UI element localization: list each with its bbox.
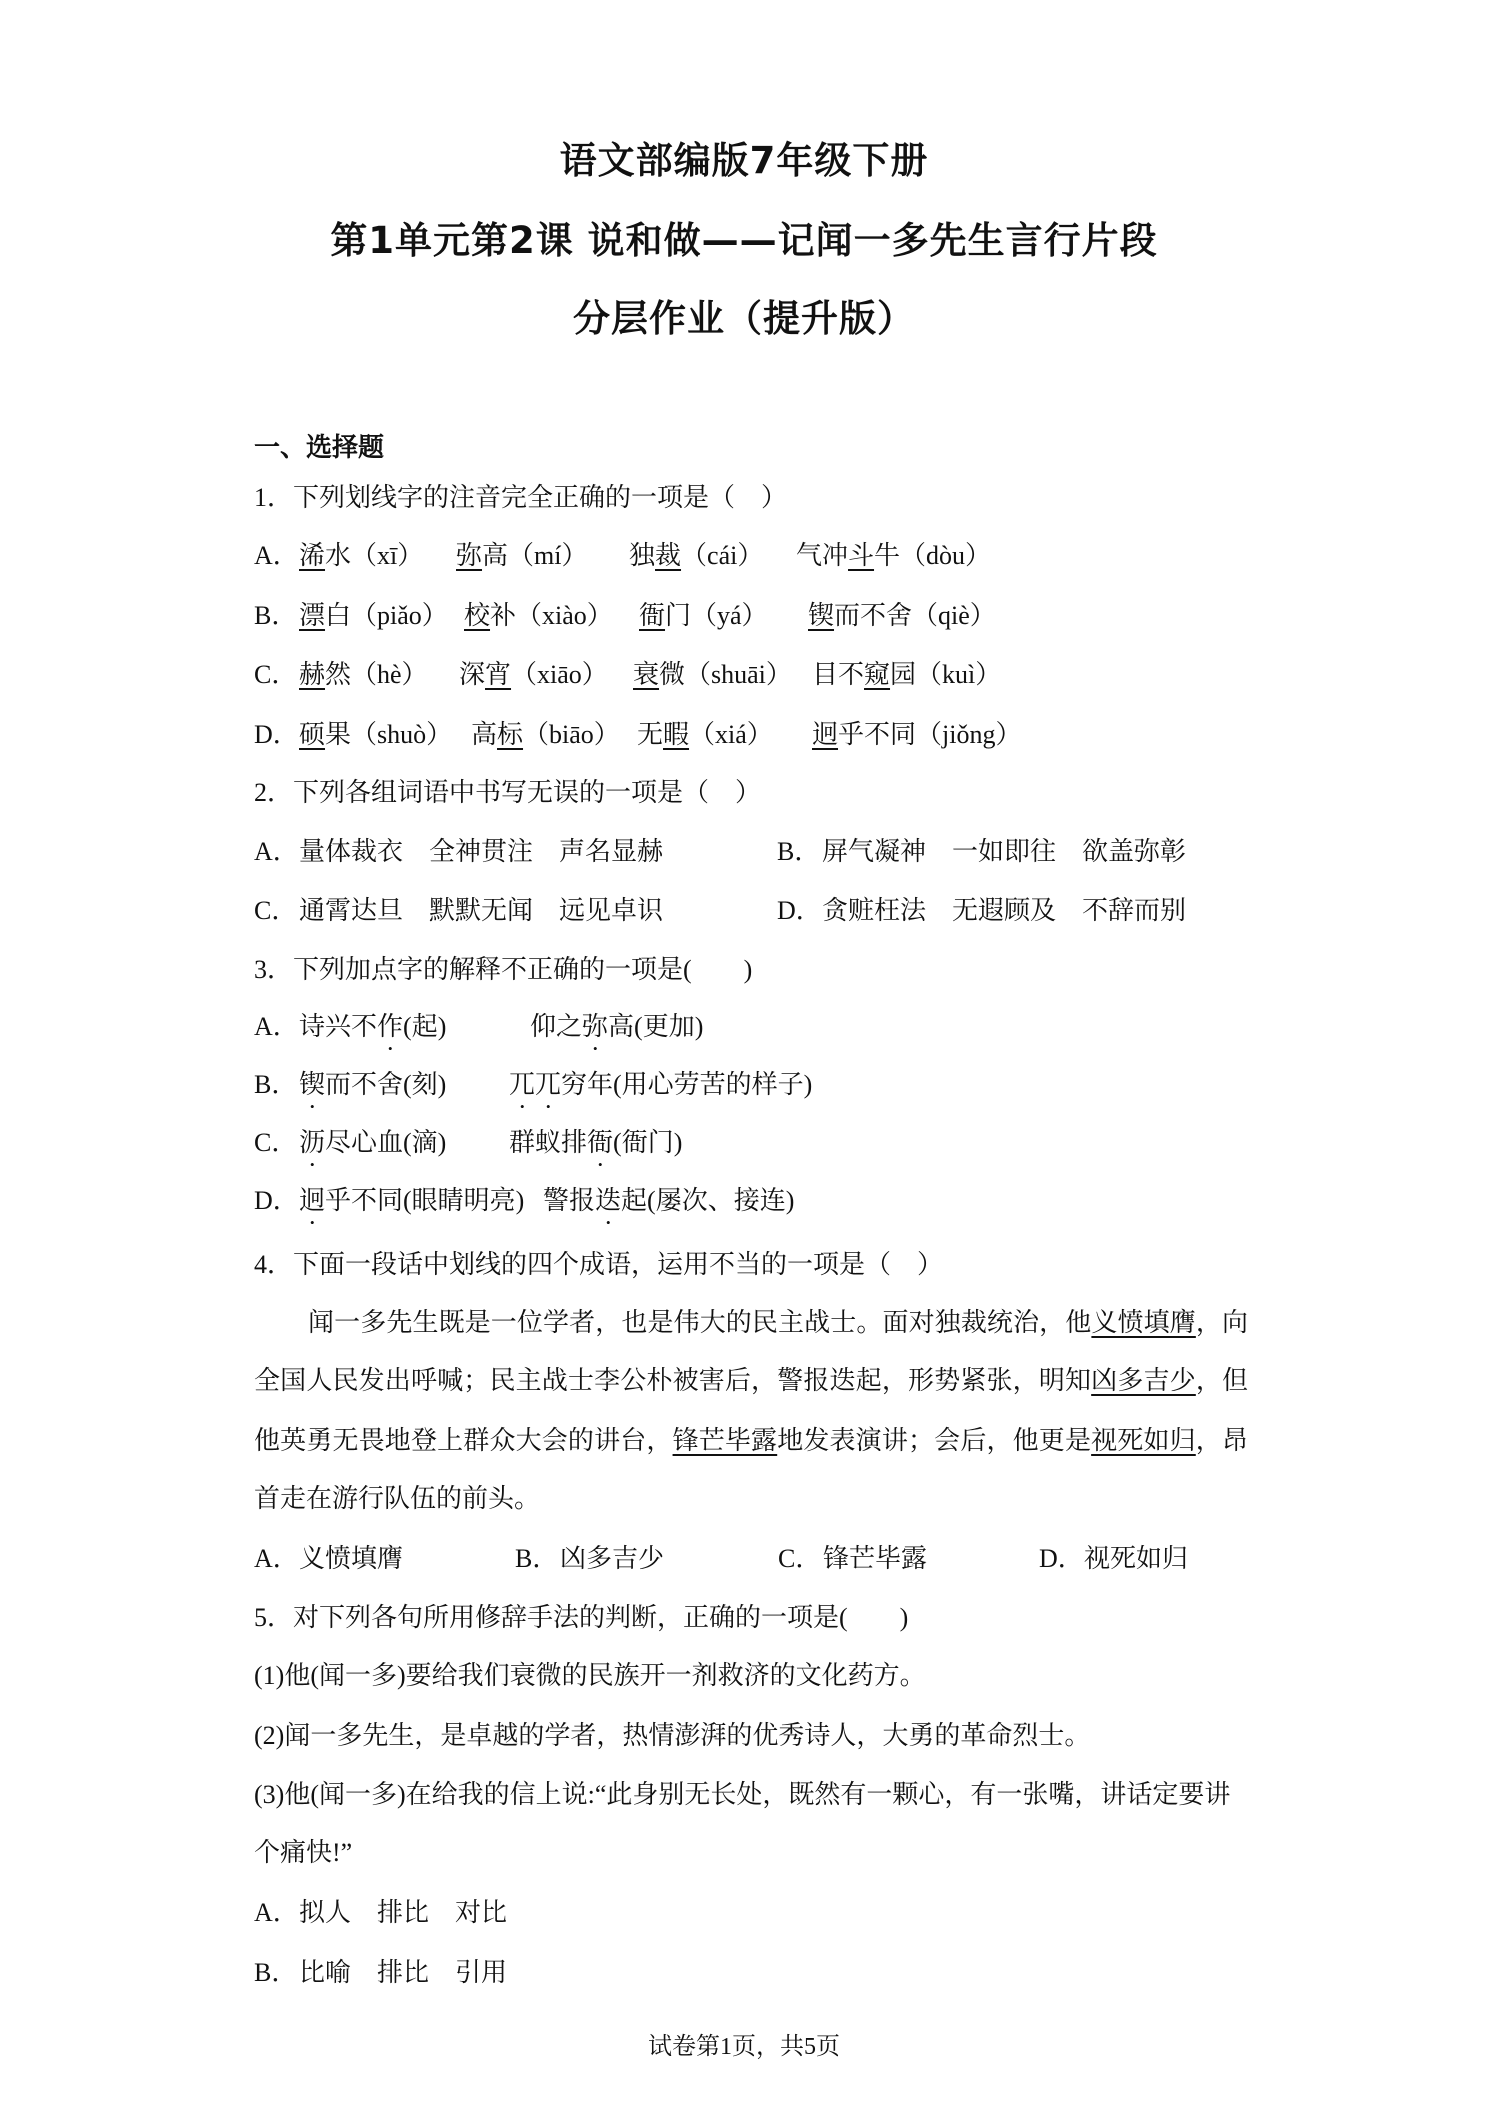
text-segment: （xiāo）: [511, 660, 608, 689]
text-segment: 他英勇无畏地登上群众大会的讲台，: [254, 1426, 673, 1455]
text-segment: （xiá）: [689, 719, 773, 749]
text-segment: 首走在游行队伍的前头。: [254, 1484, 541, 1513]
text-segment: 高(更加): [608, 1012, 704, 1041]
underlined-char: 宵: [485, 660, 512, 689]
text-segment: 乎不同(眼睛明亮): [325, 1186, 525, 1215]
text-segment: 无: [637, 719, 664, 749]
underlined-char: 标: [497, 719, 524, 749]
text-segment: 深: [459, 660, 486, 689]
option-item: [459, 655, 608, 695]
underlined-char: 窥: [864, 660, 891, 689]
text-segment: ，向: [1195, 1308, 1248, 1337]
dotted-char: 锲: [299, 1070, 326, 1099]
text-segment: 然（hè）: [325, 660, 428, 689]
dotted-char: 迭: [595, 1186, 622, 1215]
text-segment: 而不舍(刻): [325, 1070, 447, 1099]
line-text: 量体裁衣 全神贯注 声名显赫: [299, 837, 664, 866]
text-segment: 门（yá）: [665, 600, 768, 630]
option-label: C．: [778, 1544, 822, 1573]
passage-line: [308, 1303, 1248, 1343]
text-segment: 乎不同（jiǒng）: [838, 719, 1022, 749]
option-item: [299, 1181, 524, 1230]
underlined-char: 校: [464, 600, 491, 630]
line-text: 锋芒毕露: [823, 1544, 928, 1573]
option-label: C．: [254, 896, 298, 925]
option-item: [509, 1123, 682, 1172]
option-label: A．: [254, 1898, 299, 1927]
text-segment: 起(屡次、接连): [621, 1186, 795, 1215]
text-segment: 白（piǎo）: [325, 600, 448, 630]
option-item: [796, 536, 991, 576]
text-segment: 气冲: [796, 541, 849, 570]
line-text: 3．下列加点字的解释不正确的一项是( ): [254, 955, 753, 984]
underlined-char: 锲: [808, 600, 835, 630]
text-segment: 独: [629, 541, 656, 570]
text-segment: 尽心血(滴): [325, 1128, 447, 1157]
option-item: [639, 596, 768, 636]
dotted-char: 兀兀: [509, 1070, 562, 1099]
dotted-char: 衙: [587, 1128, 614, 1157]
option-item: [464, 596, 613, 636]
text-segment: 地发表演讲；会后，他更是: [777, 1426, 1092, 1455]
option-item: [299, 536, 423, 576]
underlined-char: 硕: [299, 719, 326, 749]
underlined-idiom: 凶多吉少: [1091, 1366, 1196, 1395]
option-item: [456, 536, 587, 576]
option-label: D．: [254, 719, 299, 749]
line-text: (1)他(闻一多)要给我们衰微的民族开一剂救济的文化药方。: [254, 1661, 926, 1690]
text-segment: 仰之: [530, 1012, 583, 1041]
text-segment: 高（mí）: [482, 541, 588, 570]
option-label: B．: [777, 837, 821, 866]
option-label: B．: [254, 1958, 298, 1987]
doc-title-line3: 分层作业（提升版）: [573, 297, 915, 340]
text-segment: 目不: [812, 660, 865, 689]
option-item: [812, 655, 1001, 695]
line-text: 通霄达旦 默默无闻 远见卓识: [299, 896, 664, 925]
text-segment: ，但: [1195, 1366, 1248, 1395]
line-text: 视死如归: [1084, 1544, 1189, 1573]
option-label: D．: [777, 896, 822, 925]
section-heading: 一、选择题: [254, 433, 385, 463]
line-text: 5．对下列各句所用修辞手法的判断，正确的一项是( ): [254, 1603, 909, 1632]
option-label: C．: [254, 1128, 298, 1157]
line-text: 比喻 排比 引用: [299, 1958, 508, 1987]
option-label: A．: [254, 837, 299, 866]
option-item: [812, 715, 1021, 755]
option-label: A．: [254, 541, 299, 570]
text-segment: 诗兴不: [299, 1012, 378, 1041]
text-segment: 水（xī）: [325, 541, 424, 570]
text-segment: 补（xiào）: [490, 600, 613, 630]
dotted-char: 弥: [582, 1012, 609, 1041]
option-item: [299, 655, 428, 695]
option-label: A．: [254, 1544, 299, 1573]
underlined-char: 弥: [456, 541, 483, 570]
underlined-idiom: 锋芒毕露: [672, 1426, 778, 1455]
option-item: [509, 1065, 812, 1114]
text-segment: 园（kuì）: [890, 660, 1002, 689]
line-text: 4．下面一段话中划线的四个成语，运用不当的一项是（ ）: [254, 1250, 944, 1279]
line-text: 2．下列各组词语中书写无误的一项是（ ）: [254, 778, 762, 807]
line-text: (2)闻一多先生，是卓越的学者，热情澎湃的优秀诗人，大勇的革命烈士。: [254, 1721, 1091, 1750]
text-segment: 全国人民发出呼喊；民主战士李公朴被害后，警报迭起，形势紧张，明知: [254, 1366, 1092, 1395]
underlined-char: 裁: [655, 541, 682, 570]
option-label: A．: [254, 1012, 299, 1041]
option-label: B．: [254, 1070, 298, 1099]
text-segment: 穷年(用心劳苦的样子): [561, 1070, 813, 1099]
text-segment: (起): [403, 1012, 447, 1041]
underlined-char: 浠: [299, 541, 326, 570]
line-text: 贪赃枉法 无遐顾及 不辞而别: [822, 896, 1187, 925]
line-text: 个痛快!”: [254, 1838, 353, 1867]
option-item: [299, 1007, 446, 1056]
line-text: 义愤填膺: [299, 1544, 404, 1573]
text-segment: （cái）: [681, 541, 764, 570]
underlined-idiom: 义愤填膺: [1091, 1308, 1196, 1337]
underlined-char: 衰: [633, 660, 660, 689]
underlined-char: 迥: [812, 719, 839, 749]
text-segment: 高: [471, 719, 498, 749]
option-item: [629, 536, 763, 576]
option-item: [299, 596, 448, 636]
text-segment: 果（shuò）: [325, 719, 453, 749]
text-segment: 群蚁排: [509, 1128, 588, 1157]
option-item: [299, 715, 452, 755]
underlined-char: 漂: [299, 600, 326, 630]
passage-line: [254, 1421, 1248, 1461]
doc-title-line2: 第1单元第2课 说和做——记闻一多先生言行片段: [330, 219, 1158, 262]
line-text: 屏气凝神 一如即往 欲盖弥彰: [822, 837, 1187, 866]
underlined-idiom: 视死如归: [1091, 1426, 1196, 1455]
line-text: 拟人 排比 对比: [299, 1898, 508, 1927]
option-item: [543, 1181, 794, 1230]
option-label: B．: [254, 600, 298, 630]
page-footer: 试卷第1页，共5页: [648, 2034, 840, 2060]
dotted-char: 作: [377, 1012, 404, 1041]
dotted-char: 迥: [299, 1186, 326, 1215]
underlined-char: 暇: [663, 719, 690, 749]
underlined-char: 赫: [299, 660, 326, 689]
option-label: D．: [1039, 1544, 1084, 1573]
option-item: [637, 715, 773, 755]
option-item: [633, 655, 792, 695]
text-segment: （biāo）: [523, 719, 620, 749]
dotted-char: 沥: [299, 1128, 326, 1157]
passage-line: [254, 1361, 1248, 1401]
text-segment: 微（shuāi）: [659, 660, 792, 689]
option-item: [299, 1123, 446, 1172]
option-label: C．: [254, 660, 298, 689]
option-label: D．: [254, 1186, 299, 1215]
line-text: 1．下列划线字的注音完全正确的一项是（ ）: [254, 483, 788, 512]
option-item: [471, 715, 620, 755]
underlined-char: 衙: [639, 600, 666, 630]
underlined-char: 斗: [848, 541, 875, 570]
option-item: [530, 1007, 703, 1056]
doc-title-line1: 语文部编版7年级下册: [559, 139, 929, 182]
option-label: B．: [515, 1544, 559, 1573]
text-segment: 警报: [543, 1186, 596, 1215]
option-item: [299, 1065, 446, 1114]
text-segment: (衙门): [613, 1128, 683, 1157]
text-segment: 而不舍（qiè）: [834, 600, 996, 630]
text-segment: ，昂: [1195, 1426, 1248, 1455]
text-segment: 闻一多先生既是一位学者，也是伟大的民主战士。面对独裁统治，他: [308, 1308, 1092, 1337]
text-segment: 牛（dòu）: [874, 541, 992, 570]
option-item: [808, 596, 996, 636]
passage-line: [254, 1479, 1248, 1519]
line-text: (3)他(闻一多)在给我的信上说:“此身别无长处，既然有一颗心，有一张嘴，讲话定要讲: [254, 1780, 1231, 1809]
line-text: 凶多吉少: [560, 1544, 665, 1573]
